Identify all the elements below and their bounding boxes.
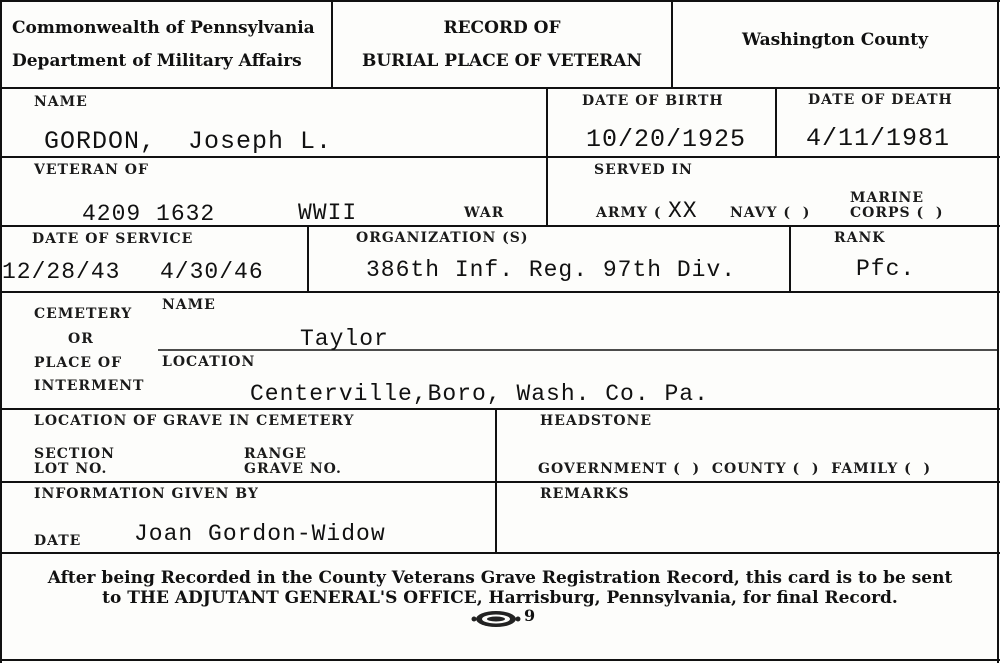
date-of-service-label: DATE OF SERVICE bbox=[32, 231, 194, 247]
cemetery-location-value: Centerville,Boro, Wash. Co. Pa. bbox=[250, 381, 709, 407]
veteran-name: GORDON, Joseph L. bbox=[44, 127, 333, 156]
information-given-by-value: Joan Gordon-Widow bbox=[134, 521, 386, 547]
cemetery-location-label: LOCATION bbox=[162, 354, 256, 370]
remarks-label: REMARKS bbox=[540, 486, 630, 502]
navy-label: NAVY ( ) bbox=[730, 205, 811, 221]
date-of-death-label: DATE OF DEATH bbox=[808, 92, 953, 108]
war-label: WAR bbox=[464, 205, 505, 221]
date-of-birth-label: DATE OF BIRTH bbox=[582, 93, 724, 109]
organization-value: 386th Inf. Reg. 97th Div. bbox=[366, 257, 737, 283]
cemetery-name-label: NAME bbox=[162, 297, 216, 313]
county-name: Washington County bbox=[741, 30, 929, 50]
agency-line-2: Department of Military Affairs bbox=[12, 51, 302, 71]
cemetery-label: CEMETERY bbox=[34, 306, 133, 322]
date-of-death-value: 4/11/1981 bbox=[806, 124, 951, 153]
grave-location-label: LOCATION OF GRAVE IN CEMETERY bbox=[34, 413, 355, 429]
rank-label: RANK bbox=[834, 230, 886, 246]
grave-number-label: GRAVE NO. bbox=[244, 461, 342, 477]
war-value: WWII bbox=[298, 200, 358, 226]
army-check-value: XX bbox=[668, 198, 698, 224]
rank-value: Pfc. bbox=[856, 256, 916, 282]
served-in-label: SERVED IN bbox=[594, 162, 693, 178]
service-serial-value: 4209 1632 bbox=[82, 201, 216, 227]
cemetery-name-value: Taylor bbox=[300, 326, 389, 352]
headstone-label: HEADSTONE bbox=[540, 413, 653, 429]
veteran-of-label: VETERAN OF bbox=[34, 162, 149, 178]
information-given-by-label: INFORMATION GIVEN BY bbox=[34, 486, 259, 502]
service-end-date: 4/30/46 bbox=[160, 259, 264, 285]
footer-instructions-line-2: to THE ADJUTANT GENERAL'S OFFICE, Harrisburg, Pennsylvania, for final Record. bbox=[102, 588, 898, 608]
form-title-line-2: BURIAL PLACE OF VETERAN bbox=[361, 51, 643, 71]
place-of-label: PLACE OF bbox=[34, 355, 123, 371]
organization-label: ORGANIZATION (S) bbox=[356, 230, 529, 246]
or-label: OR bbox=[68, 331, 94, 347]
section-label: SECTION bbox=[34, 446, 115, 462]
army-label: ARMY ( bbox=[596, 205, 662, 221]
range-label: RANGE bbox=[244, 446, 307, 462]
date-label: DATE bbox=[34, 533, 82, 549]
footer-instructions-line-1: After being Recorded in the County Veterans Grave Registration Record, this card is to be sent bbox=[47, 568, 953, 588]
marine-label: MARINE bbox=[850, 190, 925, 206]
union-mark-number: 9 bbox=[524, 606, 536, 625]
corps-label: CORPS ( ) bbox=[850, 205, 944, 221]
headstone-options: GOVERNMENT ( ) COUNTY ( ) FAMILY ( ) bbox=[538, 461, 932, 477]
interment-label: INTERMENT bbox=[34, 378, 145, 394]
agency-line-1: Commonwealth of Pennsylvania bbox=[12, 18, 315, 38]
service-start-date: 12/28/43 bbox=[2, 259, 121, 285]
date-of-birth-value: 10/20/1925 bbox=[586, 125, 747, 154]
form-title-line-1: RECORD OF bbox=[443, 18, 561, 38]
lot-number-label: LOT NO. bbox=[34, 461, 108, 477]
name-label: NAME bbox=[34, 94, 88, 110]
